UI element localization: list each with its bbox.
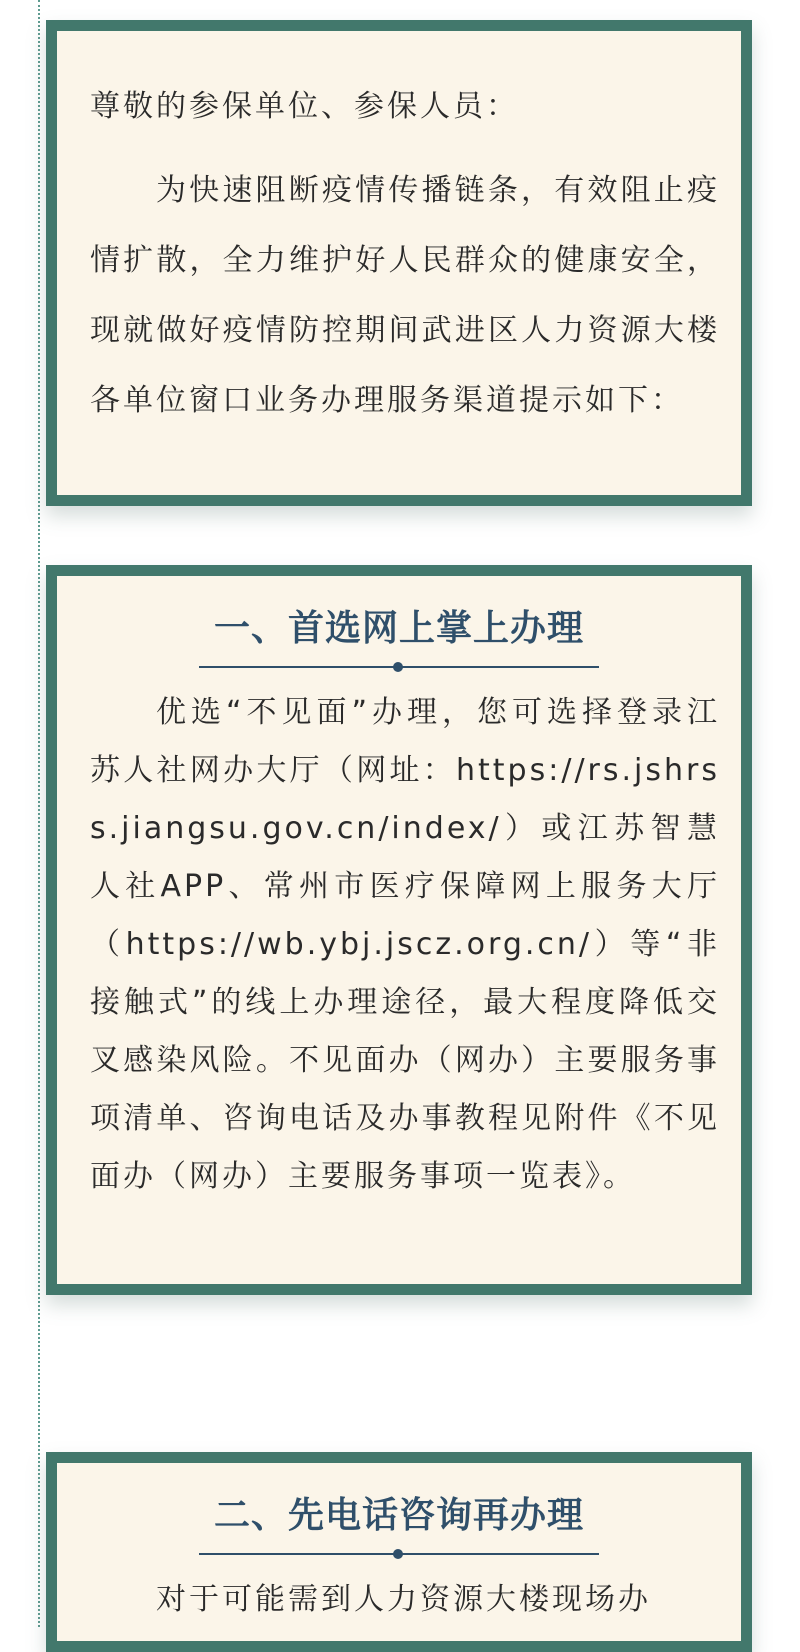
section-2-body: 对于可能需到人力资源大楼现场办 <box>156 1582 651 1617</box>
intro-paragraph: 为快速阻断疫情传播链条，有效阻止疫情扩散，全力维护好人民群众的健康安全，现就做好疫情防控期间武进区人力资源大楼各单位窗口业务办理服务渠道提示如下： <box>90 173 720 418</box>
section-2-card <box>46 1452 752 1652</box>
section-2-title: 二、先电话咨询再办理 <box>213 1495 584 1536</box>
section-1-title: 一、首选网上掌上办理 <box>213 608 584 649</box>
left-dotted-guide <box>38 0 40 1627</box>
intro-card <box>46 20 752 506</box>
section-1-card <box>46 565 752 1295</box>
divider-dot-icon <box>393 1549 403 1559</box>
section-1-title-divider <box>199 666 599 668</box>
divider-dot-icon <box>393 662 403 672</box>
section-2-title-divider <box>199 1553 599 1555</box>
salutation-text: 尊敬的参保单位、参保人员： <box>90 89 519 124</box>
section-1-body: 优选“不见面”办理，您可选择登录江苏人社网办大厅（网址：https://rs.jshrss.jiangsu.gov.cn/index/）或江苏智慧人社APP、常州市医疗保障网上服务大厅（https://wb.ybj.jscz.org.cn/）等“非接触式”的线上办理途径，最大程度降低交叉感染风险。不见面办（网办）主要服务事项清单、咨询电话及办事教程见附件《不见面办（网办）主要服务事项一览表》。 <box>90 695 720 1194</box>
